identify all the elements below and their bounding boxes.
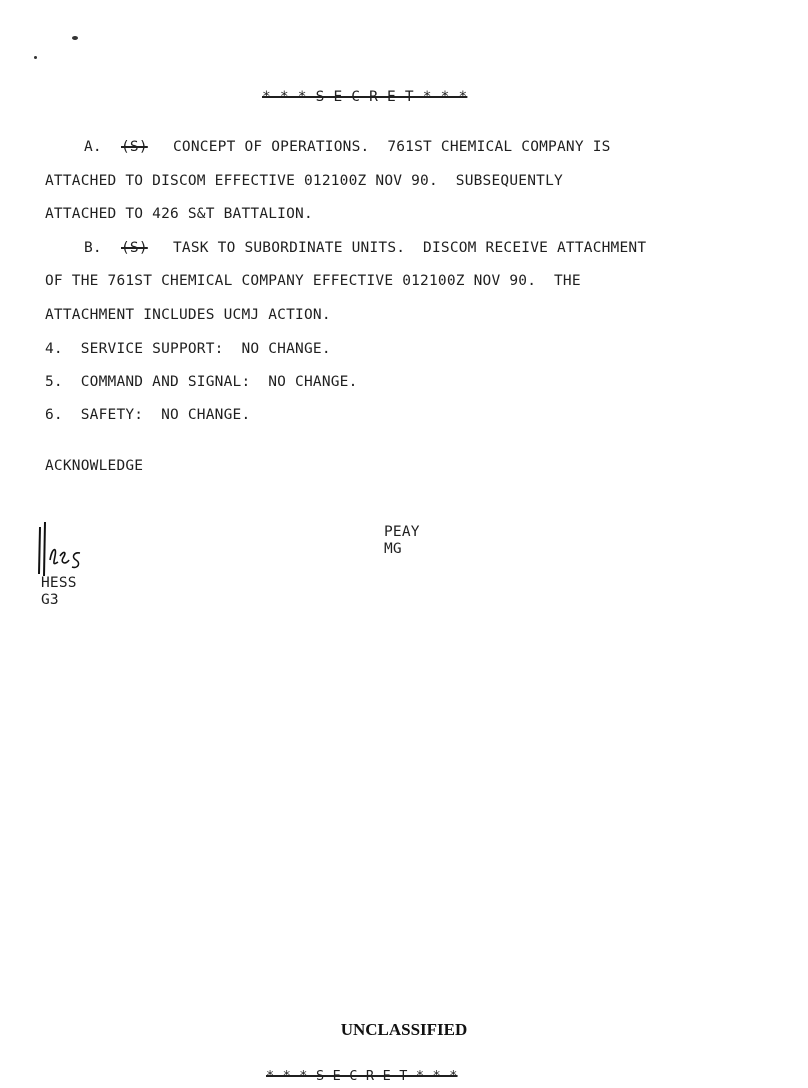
section-safety: 6. SAFETY: NO CHANGE. [45, 407, 251, 423]
paragraph-b-line2: OF THE 761ST CHEMICAL COMPANY EFFECTIVE 012100Z NOV 90. THE [45, 273, 581, 289]
authentication-office: G3 [41, 592, 59, 608]
paragraph-b-label: B. [84, 240, 102, 256]
unclassified-footer: UNCLASSIFIED [340, 1020, 468, 1039]
section-service-support: 4. SERVICE SUPPORT: NO CHANGE. [45, 341, 331, 357]
paragraph-b-line1: TASK TO SUBORDINATE UNITS. DISCOM RECEIVE ATTACHMENT [173, 240, 647, 256]
signature-rank: MG [384, 541, 402, 557]
paragraph-a-marking: (S) [121, 139, 148, 155]
paragraph-b-line3: ATTACHMENT INCLUDES UCMJ ACTION. [45, 307, 331, 323]
acknowledge-line: ACKNOWLEDGE [45, 458, 144, 474]
authentication-name: HESS [41, 575, 77, 591]
paragraph-a-line1: CONCEPT OF OPERATIONS. 761ST CHEMICAL COMPANY IS [173, 139, 611, 155]
classification-banner-bottom: * * * S E C R E T * * * [266, 1068, 458, 1084]
paragraph-a-line2: ATTACHED TO DISCOM EFFECTIVE 012100Z NOV 90. SUBSEQUENTLY [45, 173, 563, 189]
paragraph-a-label: A. [84, 139, 102, 155]
paragraph-a-line3: ATTACHED TO 426 S&T BATTALION. [45, 206, 313, 222]
classification-banner-top: * * * S E C R E T * * * [262, 89, 468, 105]
paragraph-b-marking: (S) [121, 240, 148, 256]
signature-name: PEAY [384, 524, 420, 540]
section-command-signal: 5. COMMAND AND SIGNAL: NO CHANGE. [45, 374, 358, 390]
